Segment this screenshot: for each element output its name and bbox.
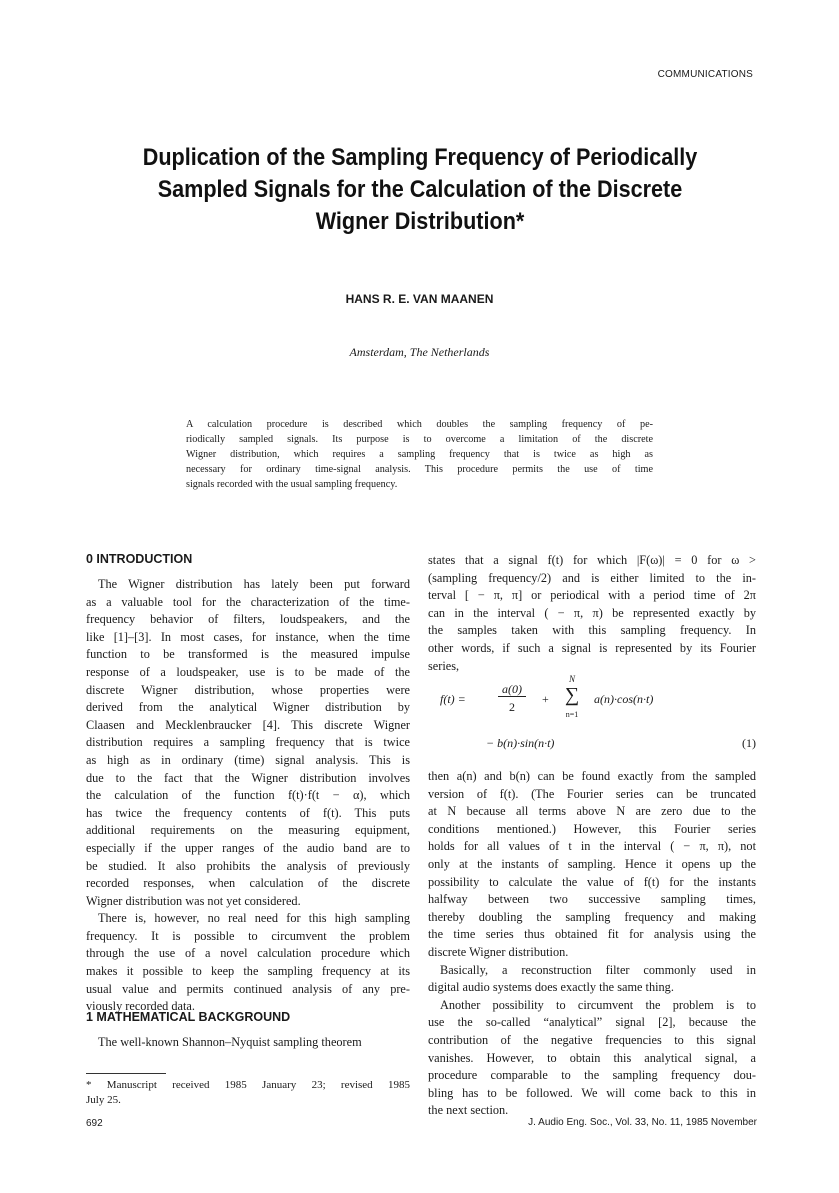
equation-lhs: f(t) = (440, 692, 466, 706)
body-line: states that a signal f(t) for which |F(ω)| = 0 for ω > (428, 553, 756, 567)
introduction-body (86, 576, 410, 1016)
title-line: Wigner Distribution* (315, 208, 525, 235)
body-line: like [1]–[3]. In most cases, for instance, when the time (86, 629, 410, 644)
body-line: frequency. It is possible to circumvent the problem (86, 928, 410, 943)
body-line: Wigner distribution was not yet considered. (86, 893, 301, 908)
right-column-text-bottom (428, 768, 756, 1120)
section-heading-mathematical-background: 1 MATHEMATICAL BACKGROUND (86, 1010, 291, 1024)
body-line: can in the interval ( − π, π) be represented exactly by (428, 605, 756, 620)
body-line: procedure comparable to the sampling frequency dou- (428, 1068, 756, 1083)
body-line: viously recorded data. (86, 999, 195, 1014)
abstract-line: riodically sampled signals. Its purpose is to overcome a limitation of the discrete (186, 434, 653, 445)
equation-sum-symbol: ∑ (564, 684, 580, 706)
body-line: has twice the frequency contents of f(t). This puts (86, 805, 410, 820)
body-line: as a valuable tool for the characterization of the time- (86, 594, 410, 609)
footnote-rule (86, 1073, 166, 1074)
page-number: 692 (86, 1118, 103, 1129)
abstract-line: necessary for ordinary time-signal analysis. This procedure permits the use of time (186, 464, 653, 475)
body-line: due to the fact that the Wigner distribution involves (86, 770, 410, 785)
body-line: especially if the upper ranges of the audio band are to (86, 840, 410, 855)
body-line: through the use of a novel calculation procedure which (86, 946, 410, 961)
body-line: distribution requires a sampling frequency that is twice (86, 735, 410, 750)
equation-term-cos: a(n)·cos(n·t) (594, 692, 654, 706)
body-line: The well-known Shannon–Nyquist sampling theorem (98, 1035, 362, 1049)
body-line: terval [ − π, π] or periodical with a period time of 2π (428, 588, 756, 603)
footnote-line: July 25. (86, 1094, 121, 1106)
body-line: bling has to be followed. We will come back to this in (428, 1085, 756, 1100)
equation-fraction-numerator: a(0) (502, 682, 522, 696)
equation-sum-lower-limit: n=1 (565, 710, 579, 719)
body-line: digital audio systems does exactly the same thing. (428, 980, 674, 995)
abstract (186, 417, 653, 492)
journal-reference: J. Audio Eng. Soc., Vol. 33, No. 11, 1985 November (528, 1117, 757, 1128)
body-line: the calculation of the function f(t)·f(t − α), which (86, 788, 410, 803)
body-line: Another possibility to circumvent the problem is to (440, 997, 756, 1012)
body-line: Claasen and Mecklenbraucker [4]. This discrete Wigner (86, 717, 410, 732)
body-line: contribution of the negative frequencies to this signal (428, 1032, 756, 1047)
body-line: the time series thus obtained fit for analysis using the (428, 927, 756, 942)
body-line: at N because all terms above N are zero due to the (428, 804, 756, 819)
body-line: usual value and permits continued analysis of any pre- (86, 981, 410, 996)
abstract-line: Wigner distribution, which requires a sampling frequency that is twice as high as (186, 449, 653, 460)
body-line: conditions mentioned.) However, this Fourier series (428, 821, 756, 836)
abstract-line: A calculation procedure is described which doubles the sampling frequency of pe- (186, 419, 653, 430)
body-line: derived from the analytical Wigner distribution by (86, 700, 410, 715)
footnote-line: * Manuscript received 1985 January 23; revised 1985 (86, 1079, 410, 1091)
body-line: series, (428, 658, 460, 673)
equation-1 (428, 676, 756, 752)
body-line: There is, however, no real need for this high sampling (98, 911, 410, 926)
body-line: the samples taken with this sampling frequency. In (428, 623, 756, 638)
body-line: only at the instants of sampling. Hence it opens up the (428, 856, 756, 871)
body-line: vanishes. However, to obtain this analytical signal, a (428, 1050, 756, 1065)
body-line: function to be transformed is the measured impulse (86, 647, 410, 662)
equation-fraction-bar (498, 696, 526, 697)
body-line: makes it possible to keep the sampling frequency at its (86, 964, 410, 979)
body-line: Basically, a reconstruction filter commonly used in (440, 962, 756, 977)
body-line: (sampling frequency/2) and is either limited to the in- (428, 570, 756, 585)
equation-sum-upper-limit: N (568, 674, 575, 684)
section-label: COMMUNICATIONS (657, 69, 753, 80)
body-line: version of f(t). (The Fourier series can be truncated (428, 786, 756, 801)
body-line: response of a loudspeaker, use is to be made of the (86, 664, 410, 679)
body-line: the next section. (428, 1103, 509, 1118)
body-line: be studied. It also prohibits the analysis of previously (86, 858, 410, 873)
body-line: discrete Wigner distribution. (428, 944, 569, 959)
body-line: The Wigner distribution has lately been put forward (98, 577, 410, 591)
body-line: recorded responses, when calculation of the discrete (86, 876, 410, 891)
title-line: Duplication of the Sampling Frequency of Periodically (142, 144, 698, 171)
math-background-body (86, 1034, 410, 1052)
author-affiliation: Amsterdam, The Netherlands (349, 345, 490, 359)
author-name: HANS R. E. VAN MAANEN (345, 292, 494, 306)
body-line: additional requirements on the measuring equipment, (86, 823, 410, 838)
abstract-line: signals recorded with the usual sampling frequency. (186, 479, 398, 490)
body-line: then a(n) and b(n) can be found exactly from the sampled (428, 769, 756, 783)
paper-title (105, 142, 735, 238)
section-heading-introduction: 0 INTRODUCTION (86, 552, 193, 566)
title-line: Sampled Signals for the Calculation of the Discrete (157, 176, 683, 203)
equation-fraction-denominator: 2 (509, 700, 515, 714)
equation-number: (1) (742, 736, 756, 750)
body-line: frequency behavior of filters, loudspeakers, and the (86, 612, 410, 627)
body-line: other words, if such a signal is represented by its Fourier (428, 640, 756, 655)
right-column-text-top (428, 552, 756, 675)
body-line: halfway between two successive sampling times, (428, 892, 756, 907)
body-line: use the so-called “analytical” signal [2], because the (428, 1015, 756, 1030)
body-line: as high as in ordinary (time) signal analysis. This is (86, 752, 410, 767)
equation-term-sin: − b(n)·sin(n·t) (486, 736, 555, 750)
body-line: discrete Wigner distribution, whose properties were (86, 682, 410, 697)
body-line: holds for all values of t in the interval ( − π, π), not (428, 839, 756, 854)
footnote (86, 1078, 410, 1108)
body-line: thereby doubling the sampling frequency and making (428, 909, 756, 924)
body-line: possibility to calculate the value of f(t) for the instants (428, 874, 756, 889)
equation-plus: + (542, 692, 549, 706)
